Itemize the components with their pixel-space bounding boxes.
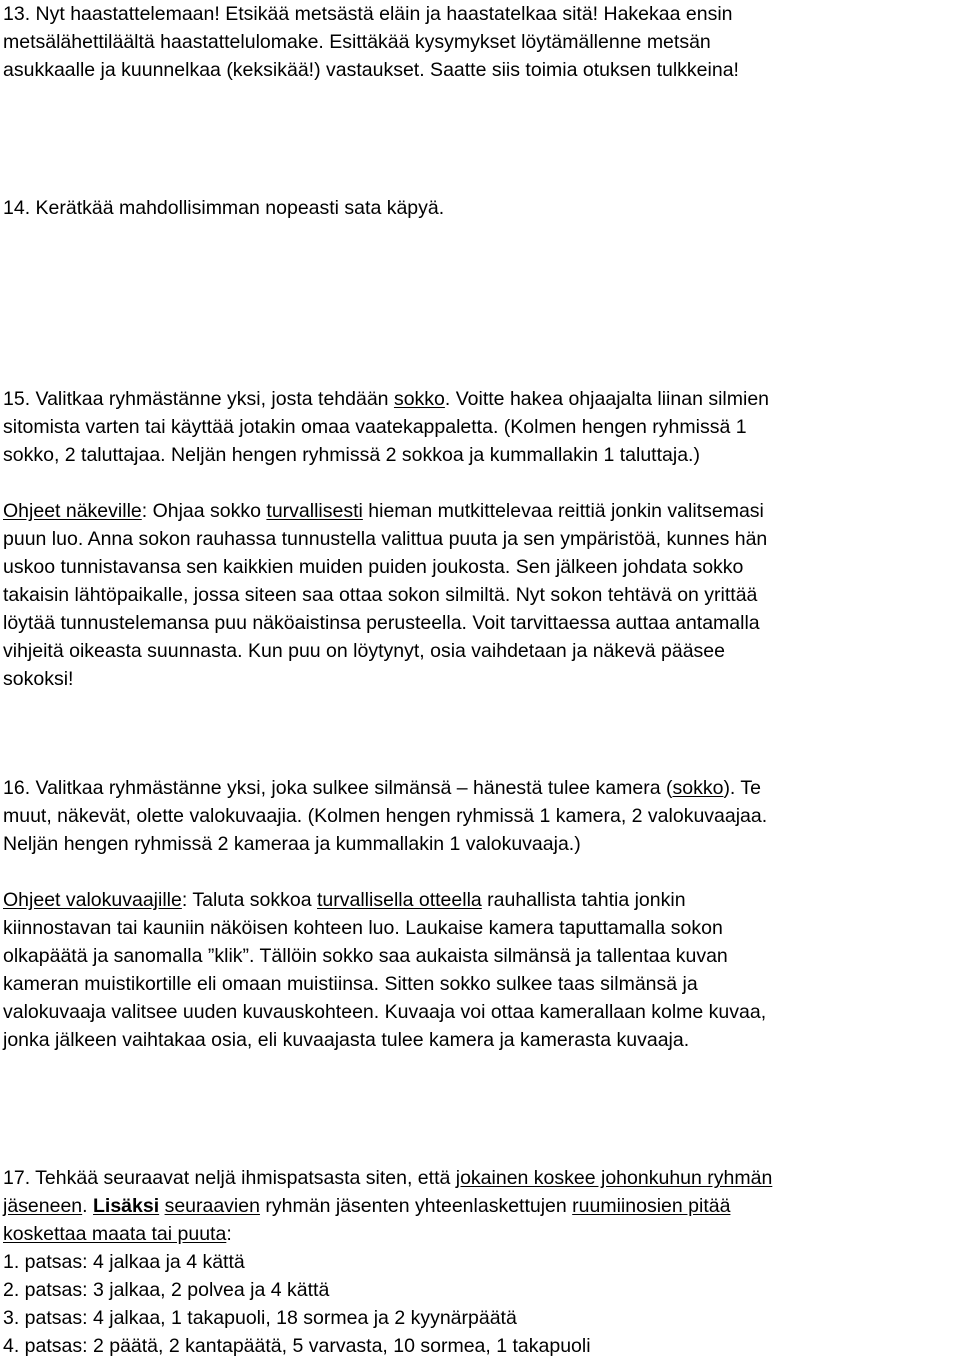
task-16-instructions-line: valokuvaaja valitsee uuden kuvauskohteen. Kuvaaja voi ottaa kamerallaan kolme kuvaa,: [3, 1001, 767, 1023]
task-16-instructions-line: kameran muistikortille eli omaan muistiinsa. Sitten sokko sulkee taas silmänsä ja: [3, 973, 698, 995]
task-17: [3, 1164, 959, 1360]
task-16: [3, 774, 959, 858]
task-15-instructions-line: [3, 497, 959, 525]
task-13-line: asukkaalle ja kuunnelkaa (keksikää!) vastaukset. Saatte siis toimia otuksen tulkkeina!: [3, 59, 739, 81]
task-17-text: :: [226, 1223, 232, 1245]
task-17-text: .: [82, 1195, 93, 1217]
instructions-underlined-word: turvallisesti: [266, 500, 363, 522]
task-14-text: 14. Kerätkää mahdollisimman nopeasti sata käpyä.: [3, 197, 445, 219]
task-15-line: sokko, 2 taluttajaa. Neljän hengen ryhmissä 2 sokkoa ja kummallakin 1 taluttaja.): [3, 444, 700, 466]
task-16-instructions: [3, 886, 959, 1054]
task-16-instructions-line: jonka jälkeen vaihtakaa osia, eli kuvaajasta tulee kamera ja kamerasta kuvaaja.: [3, 1029, 690, 1051]
task-15-instructions-line: löytää tunnustelemansa puu näköaistinsa perusteella. Voit tarvittaessa auttaa antamalla: [3, 612, 760, 634]
statue-list-item: 4. patsas: 2 päätä, 2 kantapäätä, 5 varvasta, 10 sormea, 1 takapuoli: [3, 1335, 591, 1357]
task-15-line: sitomista varten tai käyttää jotakin omaa vaatekappaletta. (Kolmen hengen ryhmissä 1: [3, 416, 747, 438]
task-17-line: [3, 1164, 959, 1192]
task-15-instructions-line: uskoo tunnistavansa sen kaikkien muiden puiden joukosta. Sen jälkeen johdata sokko: [3, 556, 744, 578]
instructions-text: : Ohjaa sokko: [141, 500, 267, 522]
task-15-underlined-word: sokko: [393, 388, 445, 410]
task-14: [3, 194, 959, 222]
task-15-instructions-line: sokoksi!: [3, 668, 74, 690]
task-17-underlined-phrase: koskettaa maata tai puuta: [3, 1223, 227, 1245]
task-17-underlined-phrase: jäseneen: [3, 1195, 83, 1217]
task-15-instructions-line: vihjeitä oikeasta suunnasta. Kun puu on löytynyt, osia vaihdetaan ja näkevä pääsee: [3, 640, 725, 662]
task-16-instructions-line: kiinnostavan tai kauniin näköisen kohteen luo. Laukaise kamera taputtamalla sokon: [3, 917, 723, 939]
task-15-instructions-line: puun luo. Anna sokon rauhassa tunnustella valittua puuta ja sen ympäristöä, kunnes hän: [3, 528, 768, 550]
task-17-text: 17. Tehkää seuraavat neljä ihmispatsasta siten, että: [3, 1167, 456, 1189]
task-16-line: muut, näkevät, olette valokuvaajia. (Kolmen hengen ryhmissä 1 kamera, 2 valokuvaajaa.: [3, 805, 768, 827]
instructions-text: rauhallista tahtia jonkin: [481, 889, 686, 911]
instructions-text: hieman mutkittelevaa reittiä jonkin valitsemasi: [362, 500, 764, 522]
task-15-text: 15. Valitkaa ryhmästänne yksi, josta tehdään: [3, 388, 394, 410]
instructions-label: Ohjeet näkeville: [3, 500, 142, 522]
instructions-text: : Taluta sokkoa: [181, 889, 317, 911]
instructions-label: Ohjeet valokuvaajille: [3, 889, 182, 911]
task-15: [3, 385, 959, 469]
statue-list-item: 3. patsas: 4 jalkaa, 1 takapuoli, 18 sormea ja 2 kyynärpäätä: [3, 1307, 517, 1329]
task-17-underlined-phrase: jokainen koskee johonkuhun ryhmän: [455, 1167, 773, 1189]
task-17-underlined-phrase: ruumiinosien pitää: [572, 1195, 731, 1217]
instructions-underlined-word: turvallisella otteella: [317, 889, 482, 911]
task-17-text: ryhmän jäsenten yhteenlaskettujen: [259, 1195, 573, 1217]
task-13-line: metsälähettiläältä haastattelulomake. Esittäkää kysymykset löytämällenne metsän: [3, 31, 711, 53]
task-15-instructions: [3, 497, 959, 693]
task-16-line: [3, 774, 959, 802]
task-17-line: [3, 1192, 959, 1220]
statue-list-item: 1. patsas: 4 jalkaa ja 4 kättä: [3, 1251, 245, 1273]
task-16-instructions-line: olkapäätä ja sanomalla ”klik”. Tällöin sokko saa aukaista silmänsä ja tallentaa kuvan: [3, 945, 728, 967]
task-15-instructions-line: takaisin lähtöpaikalle, jossa siteen saa ottaa sokon silmiltä. Nyt sokon tehtävä on yrittää: [3, 584, 758, 606]
statue-list-item: 2. patsas: 3 jalkaa, 2 polvea ja 4 kättä: [3, 1279, 330, 1301]
task-17-bold-word: Lisäksi: [93, 1195, 160, 1217]
task-16-text: 16. Valitkaa ryhmästänne yksi, joka sulkee silmänsä – hänestä tulee kamera (: [3, 777, 673, 799]
task-16-text: ). Te: [723, 777, 762, 799]
task-16-instructions-line: [3, 886, 959, 914]
task-17-underlined-phrase: seuraavien: [164, 1195, 260, 1217]
task-13: [3, 0, 959, 84]
task-16-line: Neljän hengen ryhmissä 2 kameraa ja kummallakin 1 valokuvaaja.): [3, 833, 581, 855]
task-15-line: [3, 385, 959, 413]
task-13-line: 13. Nyt haastattelemaan! Etsikää metsästä eläin ja haastatelkaa sitä! Hakekaa ensin: [3, 3, 733, 25]
task-16-underlined-word: sokko: [672, 777, 724, 799]
task-15-text: . Voitte hakea ohjaajalta liinan silmien: [444, 388, 770, 410]
task-17-line: [3, 1220, 959, 1248]
